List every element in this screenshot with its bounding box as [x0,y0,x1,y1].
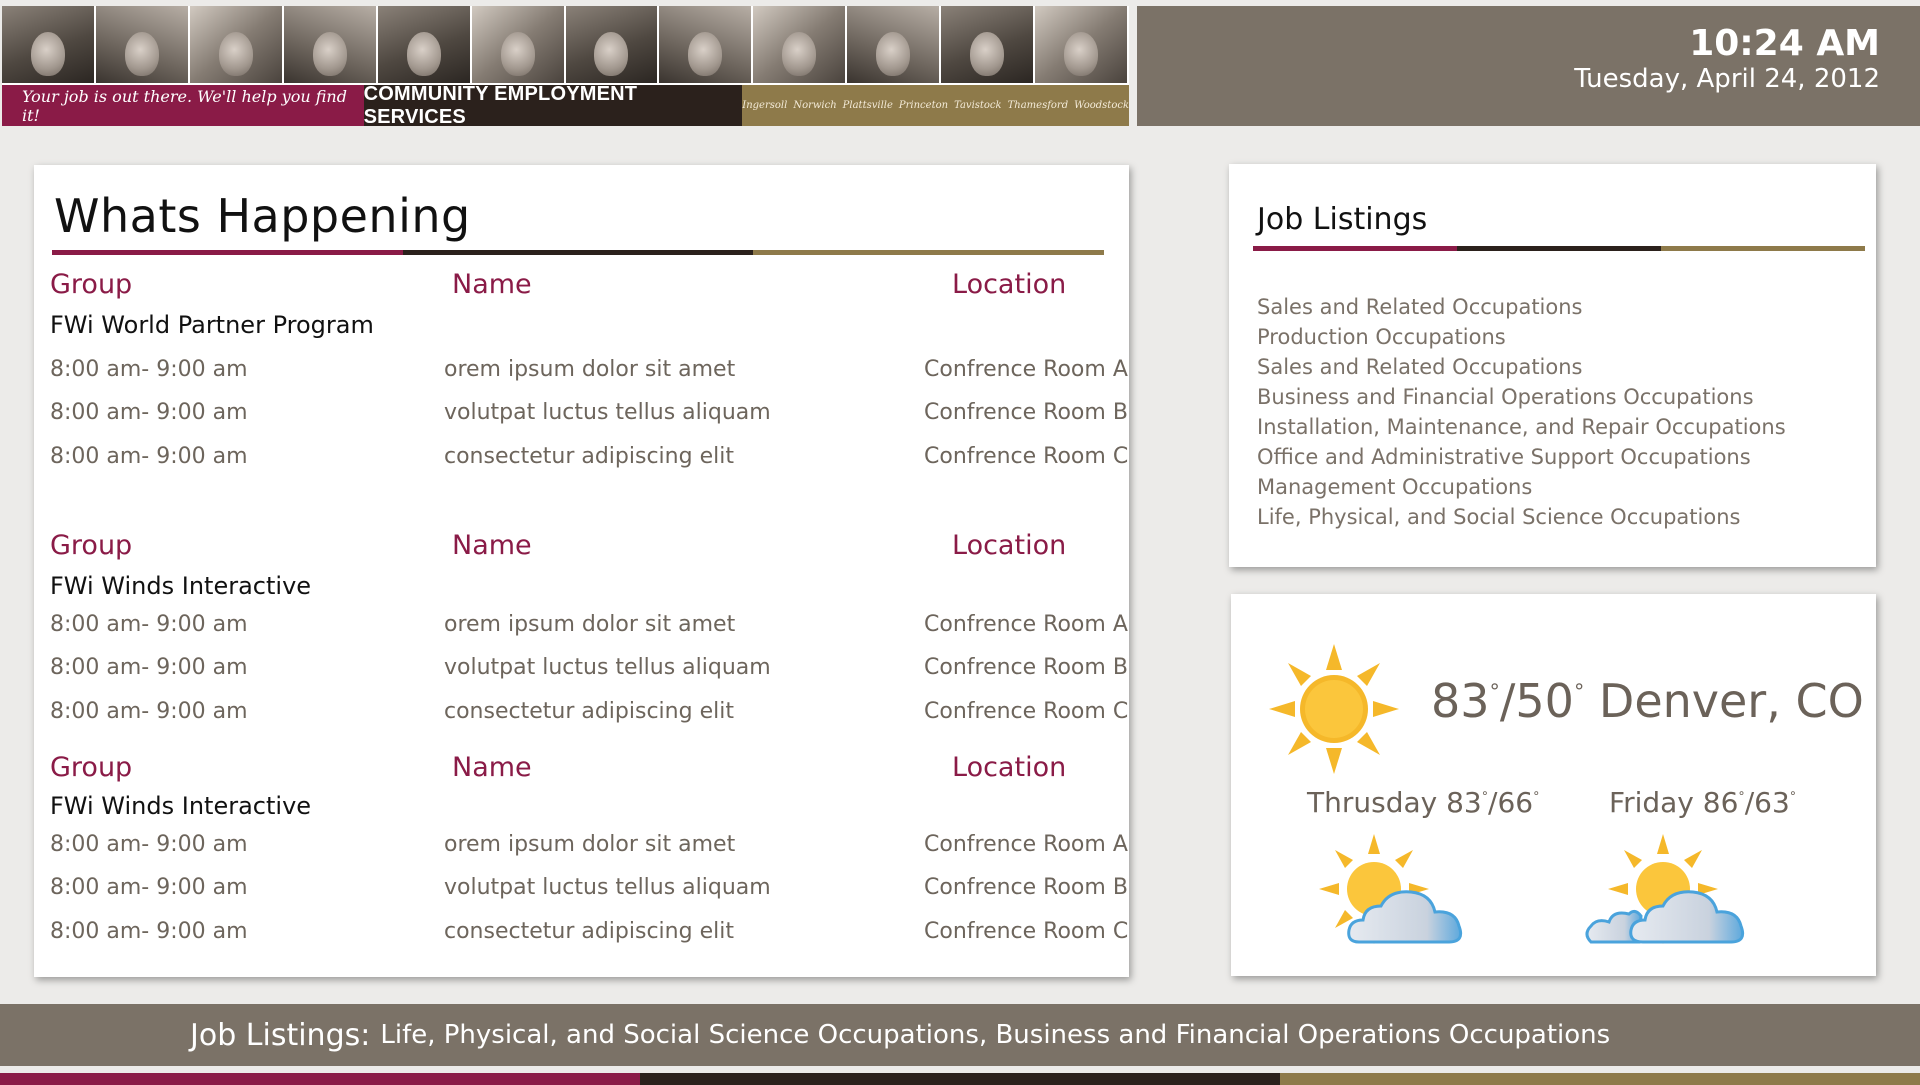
photo-tile [847,6,941,83]
event-name: volutpat luctus tellus aliquam [444,875,771,900]
column-header-location: Location [952,269,1067,300]
clock-date: Tuesday, April 24, 2012 [1574,63,1880,94]
sunny-icon [1269,644,1399,774]
photo-tile [2,6,96,83]
photo-tile [472,6,566,83]
photo-tile [1035,6,1129,83]
event-name: volutpat luctus tellus aliquam [444,400,771,425]
partly-cloudy-icon [1585,834,1765,954]
photo-tile [96,6,190,83]
event-location: Confrence Room C [924,444,1129,469]
job-list [1257,292,1786,532]
forecast-high: 83 [1446,786,1482,819]
event-location: Confrence Room B [924,400,1128,425]
photo-tile [284,6,378,83]
city: Denver, CO [1598,674,1864,728]
list-item: Installation, Maintenance, and Repair Occupations [1257,415,1786,439]
photo-tile [941,6,1035,83]
list-item: Sales and Related Occupations [1257,355,1583,379]
brand-name: COMMUNITY EMPLOYMENT SERVICES [364,85,743,126]
event-time: 8:00 am- 9:00 am [50,444,248,469]
table-row [34,699,1129,739]
town-list [742,85,1129,126]
column-header-group: Group [50,530,133,561]
event-name: consectetur adipiscing elit [444,919,734,944]
weather-panel [1231,594,1876,976]
forecast-low: 63 [1754,786,1790,819]
ticker-text: Life, Physical, and Social Science Occupations, Business and Financial Operations Occupations [380,1020,1611,1050]
list-item: Business and Financial Operations Occupations [1257,385,1754,409]
whats-happening-panel [34,165,1129,977]
slogan: Your job is out there. We'll help you find it! [2,85,364,126]
event-time: 8:00 am- 9:00 am [50,919,248,944]
table-row [34,444,1129,484]
forecast-day: Friday 86°/63° [1609,786,1797,819]
current-high: 83 [1431,674,1490,728]
degree-symbol: ° [1489,679,1500,704]
table-row [34,875,1129,915]
event-name: consectetur adipiscing elit [444,699,734,724]
partly-cloudy-icon [1319,834,1499,954]
town: Woodstock [1074,100,1129,111]
forecast-low: 66 [1497,786,1534,819]
degree-symbol: ° [1481,788,1489,804]
event-name: consectetur adipiscing elit [444,444,734,469]
bottom-divider [0,1073,1920,1085]
town: Ingersoll [742,100,788,111]
photo-tile [753,6,847,83]
column-header-group: Group [50,752,133,783]
header-banner [2,6,1129,126]
table-row [34,612,1129,652]
event-location: Confrence Room A [924,612,1128,637]
event-location: Confrence Room B [924,655,1128,680]
photo-tile [190,6,284,83]
list-item: Management Occupations [1257,475,1533,499]
current-weather: 83°/50° Denver, CO [1431,674,1864,728]
tag-bar [2,82,1129,128]
ticker-label: Job Listings: [190,1017,371,1053]
forecast-high: 86 [1702,786,1739,819]
table-row [34,919,1129,959]
list-item: Life, Physical, and Social Science Occupations [1257,505,1741,529]
panel-title: Whats Happening [54,189,471,243]
current-low: 50 [1515,674,1574,728]
divider [52,250,1104,255]
event-location: Confrence Room B [924,875,1128,900]
event-time: 8:00 am- 9:00 am [50,699,248,724]
clock-time: 10:24 AM [1689,23,1880,64]
event-time: 8:00 am- 9:00 am [50,357,248,382]
degree-symbol: ° [1789,788,1797,804]
forecast-day-name: Thrusday [1307,786,1438,819]
divider [1253,246,1865,251]
table-row [34,832,1129,872]
town: Plattsville [842,100,893,111]
column-header-group: Group [50,269,133,300]
town: Princeton [898,100,949,111]
photo-tile [378,6,472,83]
clock-panel [1137,6,1920,126]
list-item: Production Occupations [1257,325,1506,349]
event-location: Confrence Room A [924,832,1128,857]
column-header-name: Name [452,752,532,783]
column-header-name: Name [452,530,532,561]
photo-strip [2,6,1129,83]
event-name: orem ipsum dolor sit amet [444,357,736,382]
event-time: 8:00 am- 9:00 am [50,875,248,900]
town: Thamesford [1007,100,1069,111]
list-item: Office and Administrative Support Occupations [1257,445,1751,469]
column-header-location: Location [952,530,1067,561]
column-header-location: Location [952,752,1067,783]
table-row [34,400,1129,440]
event-time: 8:00 am- 9:00 am [50,612,248,637]
event-name: volutpat luctus tellus aliquam [444,655,771,680]
job-listings-panel [1229,164,1876,567]
degree-symbol: ° [1738,788,1745,804]
table-row [34,655,1129,695]
event-time: 8:00 am- 9:00 am [50,655,248,680]
group-name: FWi Winds Interactive [50,572,312,600]
table-row [34,357,1129,397]
column-header-name: Name [452,269,532,300]
photo-tile [566,6,660,83]
event-location: Confrence Room C [924,919,1129,944]
panel-title: Job Listings [1257,202,1428,237]
event-location: Confrence Room C [924,699,1129,724]
job-ticker [0,1004,1920,1066]
event-name: orem ipsum dolor sit amet [444,832,736,857]
event-name: orem ipsum dolor sit amet [444,612,736,637]
town: Tavistock [954,100,1002,111]
group-name: FWi World Partner Program [50,311,374,339]
degree-symbol: ° [1573,679,1585,704]
event-time: 8:00 am- 9:00 am [50,832,248,857]
group-name: FWi Winds Interactive [50,792,312,820]
photo-tile [659,6,753,83]
event-time: 8:00 am- 9:00 am [50,400,248,425]
list-item: Sales and Related Occupations [1257,295,1583,319]
forecast-day: Thrusday 83°/66° [1307,786,1540,819]
degree-symbol: ° [1533,788,1540,804]
event-location: Confrence Room A [924,357,1128,382]
town: Norwich [793,100,837,111]
forecast-day-name: Friday [1609,786,1694,819]
